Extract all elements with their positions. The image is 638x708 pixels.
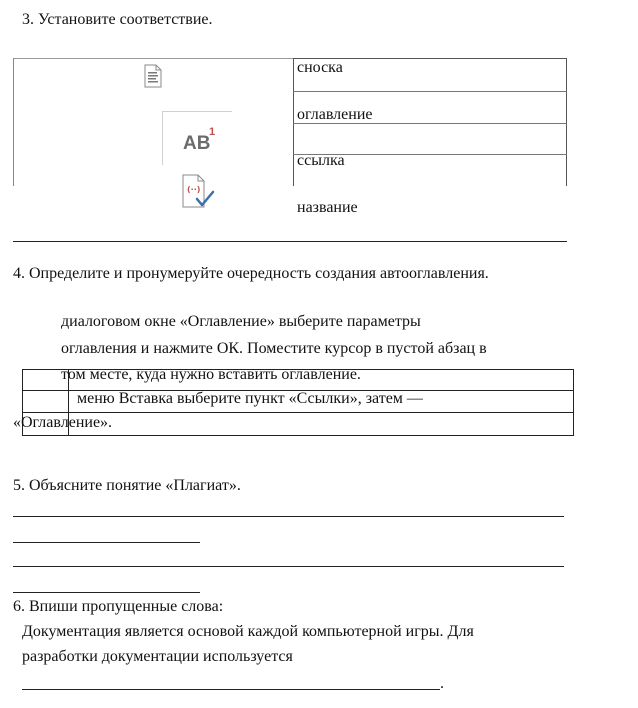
q6-text: Документация является основой каждой компьютерной игры. Для [22,623,474,640]
table-border [573,369,574,436]
q4-step-text: «Оглавление». [13,414,113,431]
fill-in-line[interactable] [22,689,440,690]
answer-line[interactable] [13,241,567,242]
svg-text:AB: AB [183,133,211,154]
q5-title: 5. Объясните понятие «Плагиат». [13,477,241,494]
table-border [22,412,574,413]
q4-step-text: меню Вставка выберите пункт «Ссылки», затем — [77,390,423,407]
answer-line[interactable] [13,592,200,593]
table-border [22,435,574,436]
svg-text:1: 1 [209,126,216,138]
q4-step-text: том месте, куда нужно вставить оглавление. [61,366,361,383]
option-link: ссылка [297,152,345,169]
svg-text:(··): (··) [187,185,201,194]
option-toc: оглавление [297,106,373,123]
icon-cell-border [162,111,163,165]
q6-title: 6. Впиши пропущенные слова: [13,598,224,615]
table-middle-border [293,58,294,186]
q4-step-text: оглавления и нажмите ОК. Поместите курсор в пустой абзац в [61,340,487,357]
option-caption: название [297,199,358,216]
superscript-ab1-icon [181,124,221,154]
answer-line[interactable] [13,542,200,543]
document-check-icon [180,174,216,210]
end-dot: . [440,675,444,692]
q3-title: 3. Установите соответствие. [22,11,213,28]
table-top-left-border [13,58,293,59]
q6-text: разработки документации используется [22,648,293,665]
table-right-border [566,58,567,186]
q4-title: 4. Определите и пронумеруйте очередность создания автооглавления. [13,265,489,282]
table-left-border [13,58,14,186]
option-footnote: сноска [297,59,343,76]
icon-cell-border [162,111,232,112]
answer-line[interactable] [13,566,564,567]
answer-line[interactable] [13,516,564,517]
row-divider [293,91,567,92]
document-lines-icon [143,64,163,88]
q4-step-text: диалоговом окне «Оглавление» выберите параметры [61,313,421,330]
